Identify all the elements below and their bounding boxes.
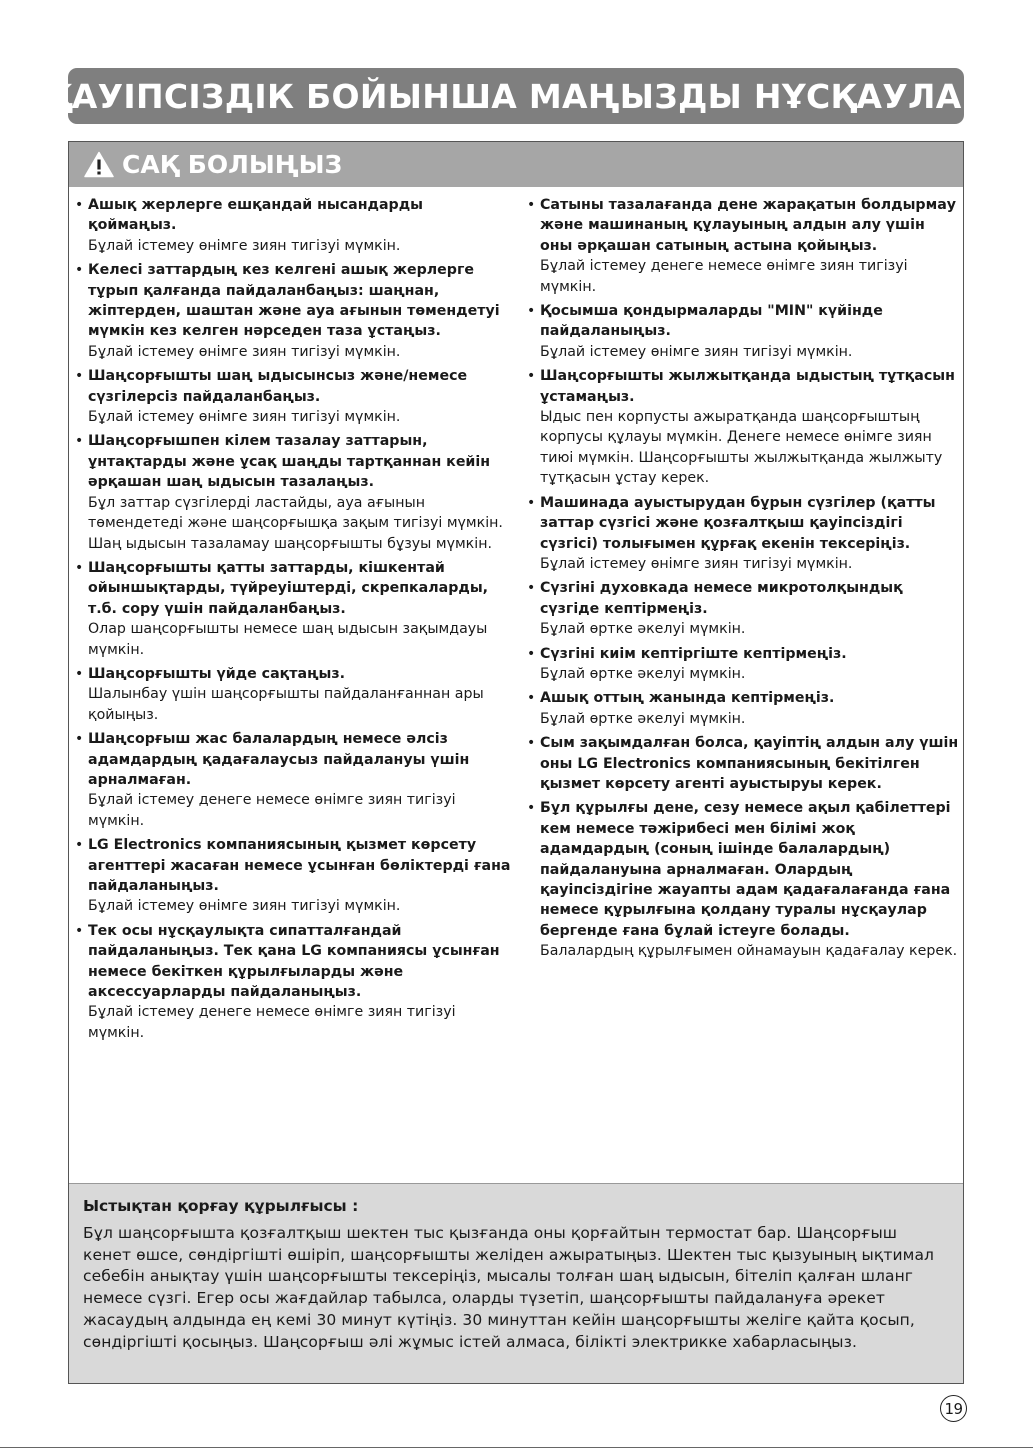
- instruction-heading: Тек осы нұсқаулықта сипатталғандай пайдаланыңыз. Тек қана LG компаниясы ұсынған немесе бекіткен құрылғыларды және аксессуарларды пайдаланыңыз.: [88, 922, 500, 1001]
- title-bar: [45, 68, 987, 124]
- instruction-note: Бұл заттар сүзгілерді ластайды, ауа ағынын төмендетеді және шаңсорғышқа зақым тигізуі мүмкін. Шаң ыдысын тазаламау шаңсорғышты бұзуы мүмкін.: [88, 494, 503, 552]
- instruction-heading: Шаңсорғышты қатты заттарды, кішкентай ойыншықтарды, түйреуіштерді, скрепкаларды, т.б. сору үшін пайдаланбаңыз.: [88, 559, 489, 617]
- bullet-icon: •: [527, 494, 536, 511]
- instruction-note: Бұлай істемеу өнімге зиян тигізуі мүмкін.: [88, 898, 401, 915]
- instruction-note: Олар шаңсорғышты немесе шаң ыдысын зақымдауы мүмкін.: [88, 621, 488, 658]
- bullet-icon: •: [527, 580, 536, 597]
- list-item: [527, 578, 959, 639]
- instruction-note: Бұлай өртке әкелуі мүмкін.: [540, 621, 746, 638]
- instruction-note: Бұлай істемеу өнімге зиян тигізуі мүмкін.: [88, 343, 401, 360]
- instruction-heading: Ашық жерлерге ешқандай нысандарды қоймаңыз.: [88, 197, 423, 234]
- page-title: ҚАУІПСІЗДІК БОЙЫНША МАҢЫЗДЫ НҰСҚАУЛАР: [45, 76, 987, 116]
- bullet-icon: •: [527, 735, 536, 752]
- instruction-heading: Сүзгіні киім кептіргіште кептірмеңіз.: [540, 645, 847, 662]
- instruction-heading: LG Electronics компаниясының қызмет көрсету агенттері жасаған немесе ұсынған бөліктерді ғана пайдаланыңыз.: [88, 837, 511, 894]
- instruction-note: Бұлай істемеу өнімге зиян тигізуі мүмкін.: [540, 343, 853, 360]
- page-number: 19: [940, 1395, 967, 1422]
- instruction-heading: Шаңсорғышты шаң ыдысынсыз және/немесе сүзгілерсіз пайдаланбаңыз.: [88, 368, 468, 405]
- instruction-note: Бұлай істемеу денеге немесе өнімге зиян тигізуі мүмкін.: [88, 1004, 456, 1041]
- warning-triangle-icon: [84, 151, 114, 178]
- instruction-heading: Машинада ауыстырудан бұрын сүзгілер (қатты заттар сүзгісі және қозғалтқыш қауіпсіздігі сүзгісі) толығымен құрғақ екенін тексеріңіз.: [540, 494, 936, 552]
- bullet-icon: •: [75, 433, 84, 450]
- safety-frame: [68, 141, 964, 1384]
- instruction-heading: Сым зақымдалған болса, қауіптің алдын алу үшін оны LG Electronics компаниясының бекітілген қызмет көрсету агенті ауыстыруы керек.: [540, 735, 959, 792]
- bullet-icon: •: [75, 368, 84, 385]
- list-item: [75, 664, 511, 725]
- instruction-heading: Сатыны тазалағанда дене жарақатын болдырмау және машинаның құлауының алдын алу үшін оны әрқашан сатының астына қойыңыз.: [540, 197, 957, 254]
- right-column: [527, 195, 959, 966]
- list-item: [75, 835, 511, 917]
- instruction-note: Шалынбау үшін шаңсорғышты пайдаланғаннан ары қойыңыз.: [88, 686, 484, 723]
- bullet-icon: •: [75, 665, 84, 682]
- heat-protection-body: Бұл шаңсорғышта қозғалтқыш шектен тыс қызғанда оны қорғайтын термостат бар. Шаңсорғыш кенет өшсе, сөндіргішті өшіріп, шаңсорғышты желіден ажыратыңыз. Шектен тыс қызуының ықтимал себебін анықтау үшін шаңсорғышты тексеріңіз, мысалы толған шаң ыдысын, бітеліп қалған шланг немесе сүзгі. Егер осы жағдайлар табылса, оларды түзетіп, шаңсорғышты пайдалануға әрекет жасаудың алдында ең кемі 30 минут күтіңіз. 30 минуттан кейін шаңсорғышты желіге қайта қосып, сөндіргішті қосыңыз. Шаңсорғыш әлі жұмыс істей алмаса, білікті электрикке хабарласыңыз.: [83, 1224, 935, 1351]
- heat-protection-title: Ыстықтан қорғау құрылғысы :: [83, 1197, 359, 1215]
- list-item: [527, 733, 959, 794]
- bullet-icon: •: [527, 197, 536, 213]
- caution-header: [69, 142, 963, 187]
- bullet-icon: •: [75, 197, 84, 213]
- bullet-icon: •: [75, 837, 84, 854]
- instruction-heading: Келесі заттардың кез келгені ашық жерлерге тұрып қалғанда пайдаланбаңыз: шаңнан, жіптерден, шаштан және ауа ағынын төмендетуі мүмкін кез келген нәрседен таза ұстаңыз.: [88, 262, 500, 340]
- bullet-icon: •: [527, 368, 536, 385]
- instruction-heading: Ашық оттың жанында кептірмеңіз.: [540, 690, 835, 707]
- instruction-heading: Бұл құрылғы дене, сезу немесе ақыл қабілеттері кем немесе тәжірибесі мен білімі жоқ адамдардың (соның ішінде балалардың) пайдалануына арналмаған. Олардың қауіпсіздігіне жауапты адам қадағалағанда ғана немесе құрылғына қолдану туралы нұсқаулар бергенде ғана бұлай істеуге болады.: [540, 800, 951, 939]
- list-item: [527, 493, 959, 575]
- list-item: [75, 195, 511, 256]
- list-item: [527, 195, 959, 297]
- caution-label: САҚ БОЛЫҢЫЗ: [122, 150, 343, 179]
- instruction-heading: Шаңсорғышпен кілем тазалау заттарын, ұнтақтарды және ұсақ шаңды тартқаннан кейін әрқашан шаң ыдысын тазалаңыз.: [88, 433, 491, 491]
- instruction-note: Балалардың құрылғымен ойнамауын қадағалау керек.: [540, 943, 958, 960]
- list-item: [75, 431, 511, 553]
- bullet-icon: •: [75, 922, 84, 939]
- bullet-icon: •: [75, 731, 84, 748]
- instruction-note: Ыдыс пен корпусты ажыратқанда шаңсорғыштың корпусы құлауы мүмкін. Денеге немесе өнімге зиян тиюі мүмкін. Шаңсорғышты жылжытқанда жылжыту тұтқасын ұстау керек.: [540, 409, 943, 487]
- left-column: [75, 195, 511, 1047]
- instruction-heading: Сүзгіні духовкада немесе микротолқындық сүзгіде кептірмеңіз.: [540, 580, 903, 617]
- instruction-heading: Қосымша қондырмаларды "MIN" күйінде пайдаланыңыз.: [540, 303, 883, 340]
- list-item: [527, 644, 959, 685]
- list-item: [75, 366, 511, 427]
- bullet-icon: •: [75, 262, 84, 279]
- instruction-note: Бұлай өртке әкелуі мүмкін.: [540, 710, 746, 727]
- bullet-icon: •: [527, 690, 536, 707]
- list-item: [75, 921, 511, 1043]
- instruction-heading: Шаңсорғышты жылжытқанда ыдыстың тұтқасын ұстамаңыз.: [540, 368, 955, 405]
- footer-divider: [0, 1447, 1033, 1448]
- instruction-note: Бұлай істемеу өнімге зиян тигізуі мүмкін.: [88, 237, 401, 254]
- instruction-heading: Шаңсорғыш жас балалардың немесе әлсіз адамдардың қадағалаусыз пайдалануы үшін арналмаған.: [88, 731, 470, 788]
- bullet-icon: •: [527, 800, 536, 817]
- bullet-icon: •: [527, 645, 536, 662]
- instruction-note: Бұлай істемеу денеге немесе өнімге зиян тигізуі мүмкін.: [540, 258, 908, 295]
- instruction-note: Бұлай істемеу өнімге зиян тигізуі мүмкін.: [540, 555, 853, 572]
- list-item: [527, 688, 959, 729]
- instruction-note: Бұлай істемеу өнімге зиян тигізуі мүмкін.: [88, 409, 401, 426]
- list-item: [75, 729, 511, 831]
- bullet-icon: •: [75, 559, 84, 576]
- list-item: [527, 301, 959, 362]
- instruction-note: Бұлай өртке әкелуі мүмкін.: [540, 665, 746, 682]
- list-item: [75, 260, 511, 362]
- list-item: [527, 798, 959, 961]
- bullet-icon: •: [527, 303, 536, 320]
- heat-protection-box: [69, 1183, 963, 1383]
- instruction-note: Бұлай істемеу денеге немесе өнімге зиян тигізуі мүмкін.: [88, 792, 456, 829]
- instruction-heading: Шаңсорғышты үйде сақтаңыз.: [88, 665, 346, 682]
- list-item: [527, 366, 959, 488]
- list-item: [75, 558, 511, 660]
